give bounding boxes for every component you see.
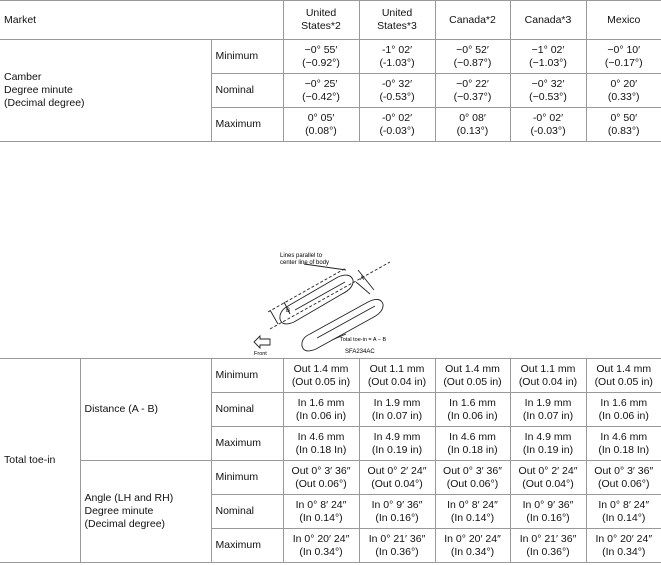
value-cell: In 0° 9′ 36″ (In 0.16°) (359, 495, 435, 529)
value-cell: In 0° 8′ 24″ (In 0.14°) (435, 495, 510, 529)
value-cell: −0° 52′ (−0.87°) (435, 40, 510, 74)
value-cell: In 0° 20′ 24″ (In 0.34°) (283, 529, 359, 563)
figure-label-lines-parallel: Lines parallel to (280, 253, 323, 259)
figure-label-b: B (286, 308, 291, 314)
value-cell: 0° 08′ (0.13°) (435, 108, 510, 142)
value-cell: In 4.6 mm (In 0.18 In) (283, 427, 359, 461)
market-header: Market (0, 1, 283, 40)
figure-label-center-line: center line of body (280, 260, 330, 266)
value-cell: In 1.9 mm (In 0.07 in) (510, 393, 586, 427)
row-label: Minimum (211, 461, 283, 495)
figure-label-a: A (360, 276, 365, 282)
column-header: United States*3 (359, 1, 435, 40)
figure-label-total: Total toe-in = A − B (340, 337, 387, 343)
row-label: Minimum (211, 40, 283, 74)
value-cell: −0° 32′ (−0.53°) (510, 74, 586, 108)
row-label: Nominal (211, 495, 283, 529)
value-cell: In 4.9 mm (In 0.19 in) (359, 427, 435, 461)
value-cell: In 0° 20′ 24″ (In 0.34°) (586, 529, 661, 563)
value-cell: 0° 50′ (0.83°) (586, 108, 661, 142)
value-cell: −0° 22′ (−0.37°) (435, 74, 510, 108)
toe-in-diagram (250, 250, 410, 360)
camber-table (0, 0, 661, 142)
value-cell: Out 0° 3′ 36″ (Out 0.06°) (283, 461, 359, 495)
value-cell: In 0° 9′ 36″ (In 0.16°) (510, 495, 586, 529)
value-cell: In 0° 20′ 24″ (In 0.34°) (435, 529, 510, 563)
angle-label: Angle (LH and RH) Degree minute (Decimal degree) (80, 461, 211, 563)
value-cell: In 4.9 mm (In 0.19 in) (510, 427, 586, 461)
value-cell: -0° 02′ (-0.03°) (359, 108, 435, 142)
row-label: Nominal (211, 393, 283, 427)
value-cell: In 0° 8′ 24″ (In 0.14°) (283, 495, 359, 529)
value-cell: Out 0° 2′ 24″ (Out 0.04°) (359, 461, 435, 495)
value-cell: Out 1.4 mm (Out 0.05 in) (283, 359, 359, 393)
value-cell: In 0° 21′ 36″ (In 0.36°) (359, 529, 435, 563)
value-cell: Out 1.1 mm (Out 0.04 in) (510, 359, 586, 393)
camber-header-row (0, 1, 661, 40)
value-cell: In 4.6 mm (In 0.18 in) (435, 427, 510, 461)
table-row (0, 40, 661, 74)
table-row (0, 461, 661, 495)
toe-in-table (0, 358, 661, 563)
camber-group-label: Camber Degree minute (Decimal degree) (0, 40, 211, 142)
value-cell: −0° 55′ (−0.92°) (283, 40, 359, 74)
value-cell: In 0° 8′ 24″ (In 0.14°) (586, 495, 661, 529)
distance-label: Distance (A - B) (80, 359, 211, 461)
value-cell: 0° 05′ (0.08°) (283, 108, 359, 142)
figure-code: SFA234AC (345, 349, 375, 355)
value-cell: In 1.9 mm (In 0.07 in) (359, 393, 435, 427)
row-label: Maximum (211, 529, 283, 563)
value-cell: Out 1.4 mm (Out 0.05 in) (435, 359, 510, 393)
figure-label-front: Front (254, 351, 267, 357)
value-cell: 0° 20′ (0.33°) (586, 74, 661, 108)
value-cell: −0° 10′ (−0.17°) (586, 40, 661, 74)
value-cell: -1° 02′ (-1.03°) (359, 40, 435, 74)
value-cell: −1° 02′ (−1.03°) (510, 40, 586, 74)
value-cell: Out 0° 3′ 36″ (Out 0.06°) (586, 461, 661, 495)
value-cell: In 1.6 mm (In 0.06 in) (283, 393, 359, 427)
value-cell: -0° 32′ (-0.53°) (359, 74, 435, 108)
value-cell: Out 0° 3′ 36″ (Out 0.06°) (435, 461, 510, 495)
column-header: Mexico (586, 1, 661, 40)
row-label: Maximum (211, 427, 283, 461)
value-cell: Out 1.1 mm (Out 0.04 in) (359, 359, 435, 393)
value-cell: In 4.6 mm (In 0.18 In) (586, 427, 661, 461)
value-cell: Out 0° 2′ 24″ (Out 0.04°) (510, 461, 586, 495)
row-label: Minimum (211, 359, 283, 393)
table-row (0, 359, 661, 393)
column-header: United States*2 (283, 1, 359, 40)
value-cell: In 1.6 mm (In 0.06 in) (435, 393, 510, 427)
value-cell: Out 1.4 mm (Out 0.05 in) (586, 359, 661, 393)
column-header: Canada*2 (435, 1, 510, 40)
total-toe-in-label: Total toe-in (0, 359, 80, 563)
row-label: Nominal (211, 74, 283, 108)
value-cell: -0° 02′ (-0.03°) (510, 108, 586, 142)
value-cell: In 1.6 mm (In 0.06 in) (586, 393, 661, 427)
value-cell: In 0° 21′ 36″ (In 0.36°) (510, 529, 586, 563)
column-header: Canada*3 (510, 1, 586, 40)
row-label: Maximum (211, 108, 283, 142)
value-cell: −0° 25′ (−0.42°) (283, 74, 359, 108)
